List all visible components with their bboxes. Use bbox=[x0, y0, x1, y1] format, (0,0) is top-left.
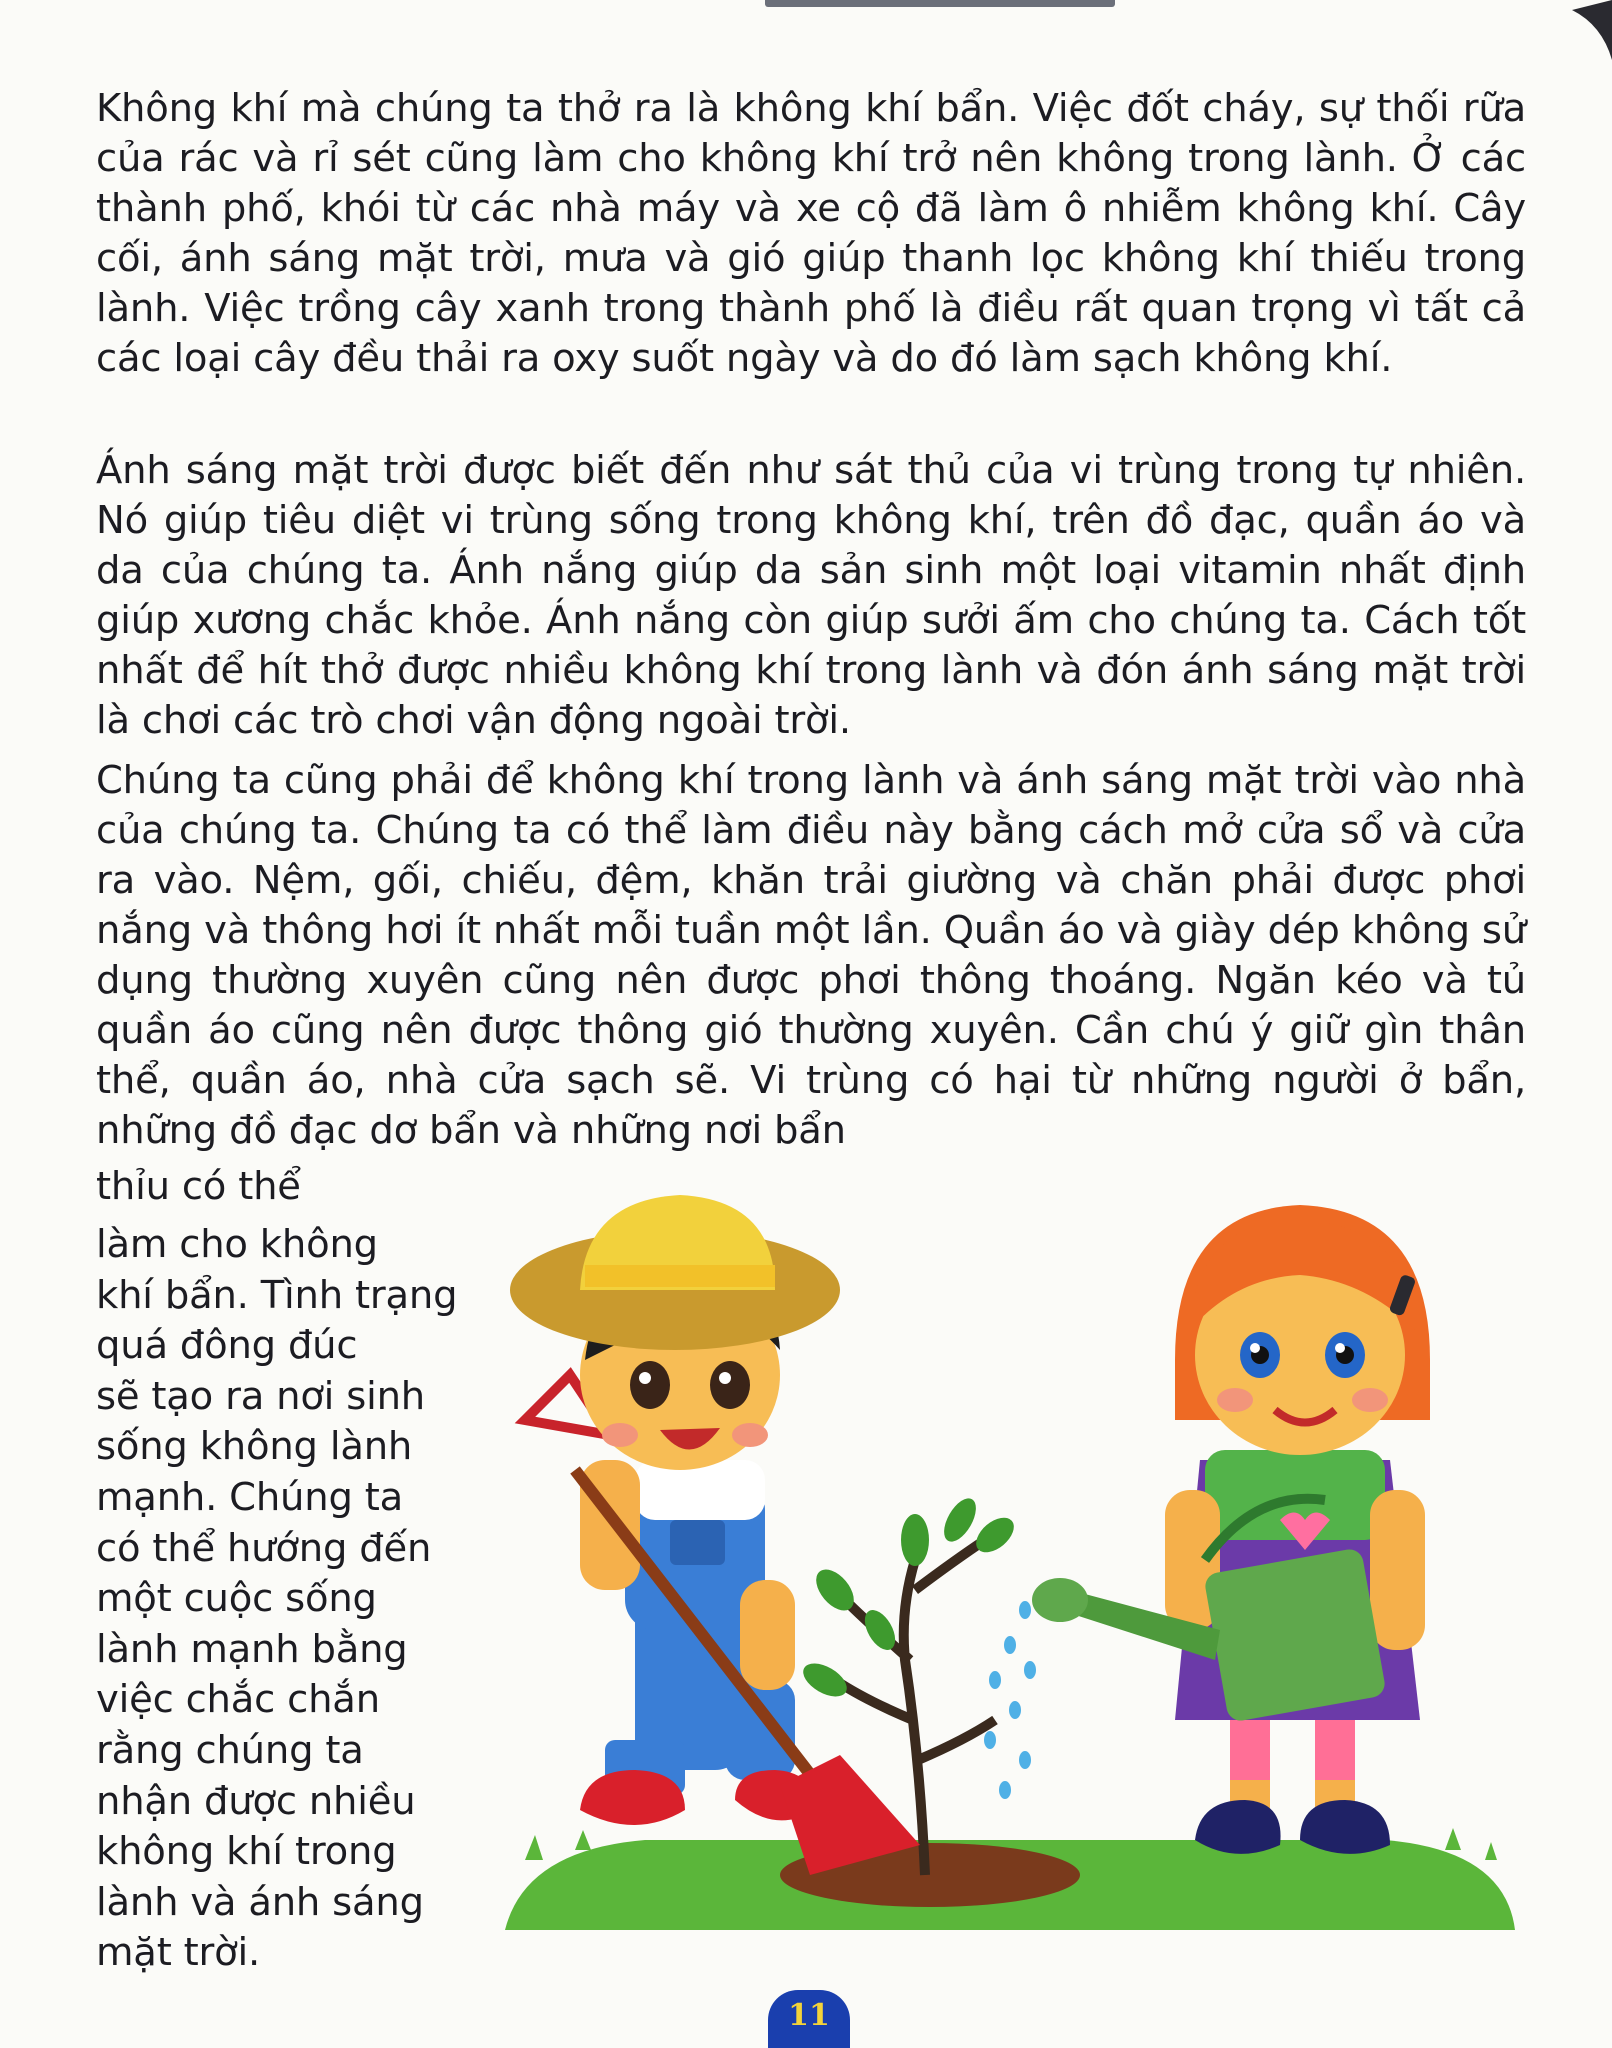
page-number-badge bbox=[768, 1990, 850, 2048]
text-line: mạnh. Chúng ta bbox=[96, 1474, 404, 1520]
text-line: mặt trời. bbox=[96, 1930, 261, 1976]
text-line: việc chắc chắn bbox=[96, 1677, 380, 1723]
text-line: có thể hướng đến bbox=[96, 1525, 432, 1571]
text-line: quá đông đúc bbox=[96, 1323, 358, 1369]
corner-decoration bbox=[1572, 0, 1612, 60]
text-line: khí bẩn. Tình trạng bbox=[96, 1272, 458, 1318]
text-line: lành và ánh sáng bbox=[96, 1879, 424, 1925]
paragraph-sunlight: Ánh sáng mặt trời được biết đến như sát thủ của vi trùng trong tự nhiên. Nó giúp tiêu diệt vi trùng sống trong không khí, trên đồ đạc, quần áo và da của chúng ta. Ánh nắng giúp da sản sinh một loại vitamin nhất định giúp xương chắc khỏe. Ánh nắng còn giúp sưởi ấm cho chúng ta. Cách tốt nhất để hít thở được nhiều không khí trong lành và đón ánh sáng mặt trời là chơi các trò chơi vận động ngoài trời. bbox=[96, 448, 1526, 743]
text-line: sống không lành bbox=[96, 1424, 413, 1470]
paragraph-fresh-air-home: Chúng ta cũng phải để không khí trong lành và ánh sáng mặt trời vào nhà của chúng ta. Chúng ta có thể làm điều này bằng cách mở cửa sổ và cửa ra vào. Nệm, gối, chiếu, đệm, khăn trải giường và chăn phải được phơi nắng và thông hơi ít nhất mỗi tuần một lần. Quần áo và giày dép không sử dụng thường xuyên cũng nên được phơi thông thoáng. Ngăn kéo và tủ quần áo cũng nên được thông gió thường xuyên. Cần chú ý giữ gìn thân thể, quần áo, nhà cửa sạch sẽ. Vi trùng có hại từ những người ở bẩn, những đồ đạc dơ bẩn và những nơi bẩn bbox=[96, 758, 1526, 1153]
text-line: rằng chúng ta bbox=[96, 1727, 364, 1773]
text-line: nhận được nhiều bbox=[96, 1778, 416, 1824]
top-tab-decoration bbox=[765, 0, 1115, 7]
children-planting-tree-illustration bbox=[485, 1160, 1535, 1960]
boy-with-shovel bbox=[510, 1195, 920, 1875]
text-line: làm cho không bbox=[96, 1222, 378, 1267]
text-line: lành mạnh bằng bbox=[96, 1626, 408, 1672]
water-drops bbox=[984, 1601, 1036, 1799]
page-number: 11 bbox=[788, 1998, 830, 2033]
paragraph-air-pollution: Không khí mà chúng ta thở ra là không khí bẩn. Việc đốt cháy, sự thối rữa của rác và rỉ sét cũng làm cho không khí trở nên không trong lành. Ở các thành phố, khói từ các nhà máy và xe cộ đã làm ô nhiễm không khí. Cây cối, ánh sáng mặt trời, mưa và gió giúp thanh lọc không khí thiếu trong lành. Việc trồng cây xanh trong thành phố là điều rất quan trọng vì tất cả các loại cây đều thải ra oxy suốt ngày và do đó làm sạch không khí. bbox=[96, 86, 1526, 381]
text-line: không khí trong bbox=[96, 1829, 397, 1875]
text-line: một cuộc sống bbox=[96, 1576, 377, 1622]
girl-with-watering-can bbox=[984, 1205, 1430, 1854]
narrow-text-column bbox=[96, 1220, 486, 1979]
paragraph-fresh-air-home-continued: thỉu có thể bbox=[96, 1164, 301, 1209]
text-line: sẽ tạo ra nơi sinh bbox=[96, 1373, 425, 1419]
